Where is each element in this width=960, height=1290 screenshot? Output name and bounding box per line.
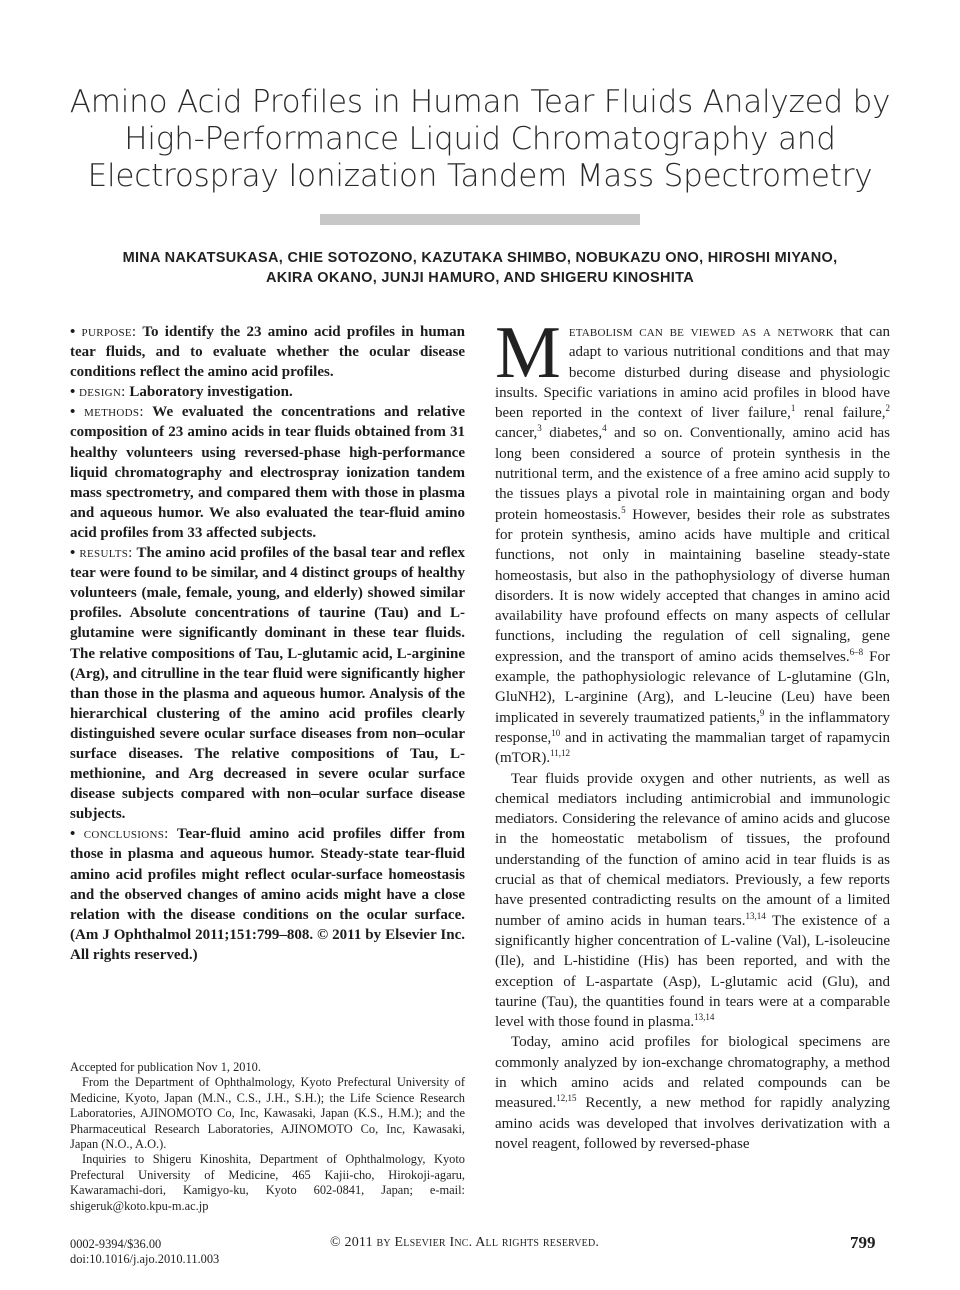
body-paragraph-2 [495, 769, 890, 1033]
text-run: diabetes, [541, 425, 603, 442]
issn-price: 0002-9394/$36.00 [70, 1237, 162, 1251]
design-label: design: [79, 384, 126, 401]
correspondence-note: Inquiries to Shigeru Kinoshita, Department of Ophthalmology, Kyoto Prefectural University of Medicine, 465 Kajii-cho, Hirokoji-agaru, Kawaramachi-dori, Kamigyo-ku, Kyoto 602-0841, Japan; e-mail: shigeruk@koto.kpu-m.ac.jp [70, 1152, 465, 1213]
results-text: The amino acid profiles of the basal tear and reflex tear were found to be similar, and 4 distinct groups of healthy volunteers (male, female, young, and elderly) showed similar profiles. Absolute concentrations of taurine (Tau) and L-glutamine were significantly dominant in these tear fluids. The relative compositions of Tau, L-glutamic acid, L-arginine (Arg), and citrulline in the tear fluid were significantly higher than those in the plasma and aqueous humor. Analysis of the hierarchical clustering of the amino acid profiles clearly distinguished severe ocular surface diseases from non–ocular surface diseases. The relative compositions of Tau, L-methionine, and Arg decreased in severe ocular surface disease subjects compared with non–ocular surface disease subjects. [70, 545, 466, 823]
bullet: • [70, 384, 76, 401]
text-run: and in activating the mammalian target of rapamycin (mTOR). [495, 729, 890, 767]
text-run: renal failure, [795, 405, 886, 422]
page-number: 799 [850, 1233, 876, 1252]
abstract [70, 322, 465, 965]
citation-ref[interactable]: 13,14 [694, 1012, 715, 1023]
authors-line-2: AKIRA OKANO, JUNJI HAMURO, AND SHIGERU KINOSHITA [266, 270, 694, 286]
text-run: For example, the pathophysiologic relevance of L-glutamine (Gln, GluNH2), L-arginine (Arg), and L-leucine (Leu) have been implicated in severely traumatized patients, [495, 648, 890, 726]
citation-ref[interactable]: 5 [621, 504, 626, 515]
methods-label: methods: [84, 404, 144, 421]
citation-ref[interactable]: 2 [885, 403, 890, 414]
citation-ref[interactable]: 11,12 [550, 748, 571, 759]
text-run: Recently, a new method for rapidly analyzing amino acids was developed that involves derivatization with a novel reagent, followed by reversed-phase [495, 1095, 890, 1152]
abstract-purpose [70, 322, 465, 382]
results-label: results: [79, 545, 133, 562]
text-run: and so on. Conventionally, amino acid has long been considered a source of protein synthesis in the nutritional term, and the existence of a free amino acid supply to the tissues plays a pivotal role in maintaining organ and body protein homeostasis. [495, 425, 890, 523]
abstract-conclusions [70, 824, 465, 965]
citation-ref[interactable]: 10 [551, 727, 561, 738]
opening-small-caps: etabolism can be viewed as a network [568, 324, 834, 340]
bullet: • [70, 324, 76, 340]
abstract-results [70, 543, 465, 824]
citation-ref[interactable]: 1 [790, 403, 796, 414]
body-paragraph-1 [495, 312, 890, 769]
citation-ref[interactable]: 9 [759, 707, 765, 718]
article-footnotes [70, 1060, 465, 1214]
citation-ref[interactable]: 6–8 [849, 646, 864, 657]
article-title [40, 84, 920, 195]
title-line-3: Electrospray Ionization Tandem Mass Spectrometry [87, 158, 873, 194]
bullet: • [70, 545, 76, 562]
doi[interactable]: doi:10.1016/j.ajo.2010.11.003 [70, 1251, 220, 1266]
title-line-2: High-Performance Liquid Chromatography and [124, 121, 836, 157]
conclusions-label: conclusions: [83, 826, 169, 843]
citation-ref[interactable]: 13,14 [745, 910, 766, 921]
text-run: However, besides their role as substrates for protein synthesis, amino acids have multiple and critical functions, not only in maintaining baseline steady-state homeostasis, but also in the pathophysiology of diverse human disorders. It is now widely accepted that changes in amino acid availability have profound effects on many aspects of cellular functions, including the regulation of cell signaling, gene expression, and the transport of amino acids themselves. [495, 506, 890, 665]
citation-ref[interactable]: 4 [602, 423, 607, 434]
purpose-label: purpose: [81, 324, 137, 340]
methods-text: We evaluated the concentrations and relative composition of 23 amino acids in tear fluids obtained from 31 healthy volunteers using reversed-phase high-performance liquid chromatography and electrospray ionization tandem mass spectrometry, and compared them with those in plasma and aqueous humor. We also evaluated the tear-fluid amino acid profiles from 33 affected subjects. [70, 404, 466, 541]
abstract-methods [70, 402, 465, 543]
design-text: Laboratory investigation. [129, 384, 293, 401]
text-run: cancer, [495, 425, 538, 442]
citation-ref[interactable]: 3 [537, 423, 542, 434]
bullet: • [70, 826, 76, 843]
abstract-design [70, 382, 465, 402]
text-run: The existence of a significantly higher concentration of L-valine (Val), L-isoleucine (Ile), and L-histidine (His) has been reported, and with the exception of L-aspartate (Asp), L-glutamic acid (Glu), and taurine (Tau), the quantities found in tears were at a comparable level with those found in plasma. [495, 912, 890, 1031]
author-list [40, 248, 920, 288]
conclusions-text: Tear-fluid amino acid profiles differ from those in plasma and aqueous humor. Steady-state tear-fluid amino acid profiles might reflect ocular-surface homeostasis and the observed changes of amino acids might have a close relation with the disease conditions on the ocular surface. [70, 826, 466, 923]
footer-copyright: © 2011 by Elsevier Inc. All rights reserved. [330, 1235, 600, 1250]
affiliations-note: From the Department of Ophthalmology, Kyoto Prefectural University of Medicine, Kyoto, Japan (M.N., C.S., J.H., S.H.); the Life Science Research Laboratories, AJINOMOTO Co, Inc, Kawasaki, Japan (K.S., H.M.); and the Pharmaceutical Research Laboratories, AJINOMOTO Co, Inc, Kawasaki, Japan (N.O., A.O.). [70, 1075, 465, 1152]
body-text-column [495, 312, 890, 1154]
purpose-text: To identify the 23 amino acid profiles in human tear fluids, and to evaluate whether the ocular disease conditions reflect the amino acid profiles. [70, 324, 466, 381]
authors-line-1: MINA NAKATSUKASA, CHIE SOTOZONO, KAZUTAKA SHIMBO, NOBUKAZU ONO, HIROSHI MIYANO, [122, 250, 838, 266]
text-run: in the inflammatory response, [495, 709, 890, 746]
body-paragraph-3 [495, 1032, 890, 1154]
title-line-1: Amino Acid Profiles in Human Tear Fluids Analyzed by [69, 84, 891, 120]
bullet: • [70, 404, 76, 421]
footer-identifiers [70, 1237, 219, 1266]
text-run: that can adapt to various nutritional conditions and that may become disturbed during disease and physiologic insults. Specific variations in amino acid profiles in blood have been reported in the context of liver failure, [495, 324, 890, 422]
text-run: Tear fluids provide oxygen and other nutrients, as well as chemical mediators including antimicrobial and immunologic mediators. Considering the relevance of amino acids and glucose in the homeostatic metabolism of tissues, the profound understanding of the function of amino acid in tear fluids is as crucial as that of chemical mediators. Previously, a few reports have presented contradicting results on the amount of a limited number of amino acids in human tears. [495, 770, 890, 929]
citation-ref[interactable]: 12,15 [556, 1093, 577, 1104]
title-divider [320, 214, 640, 225]
text-run: Today, amino acid profiles for biological specimens are commonly analyzed by ion-exchange chromatography, a method in which amino acids and related compounds can be measured. [495, 1034, 890, 1112]
accepted-note: Accepted for publication Nov 1, 2010. [70, 1060, 261, 1074]
drop-cap: M [495, 312, 561, 394]
journal-citation: (Am J Ophthalmol 2011;151:799–808. © 2011 by Elsevier Inc. All rights reserved.) [70, 926, 465, 963]
